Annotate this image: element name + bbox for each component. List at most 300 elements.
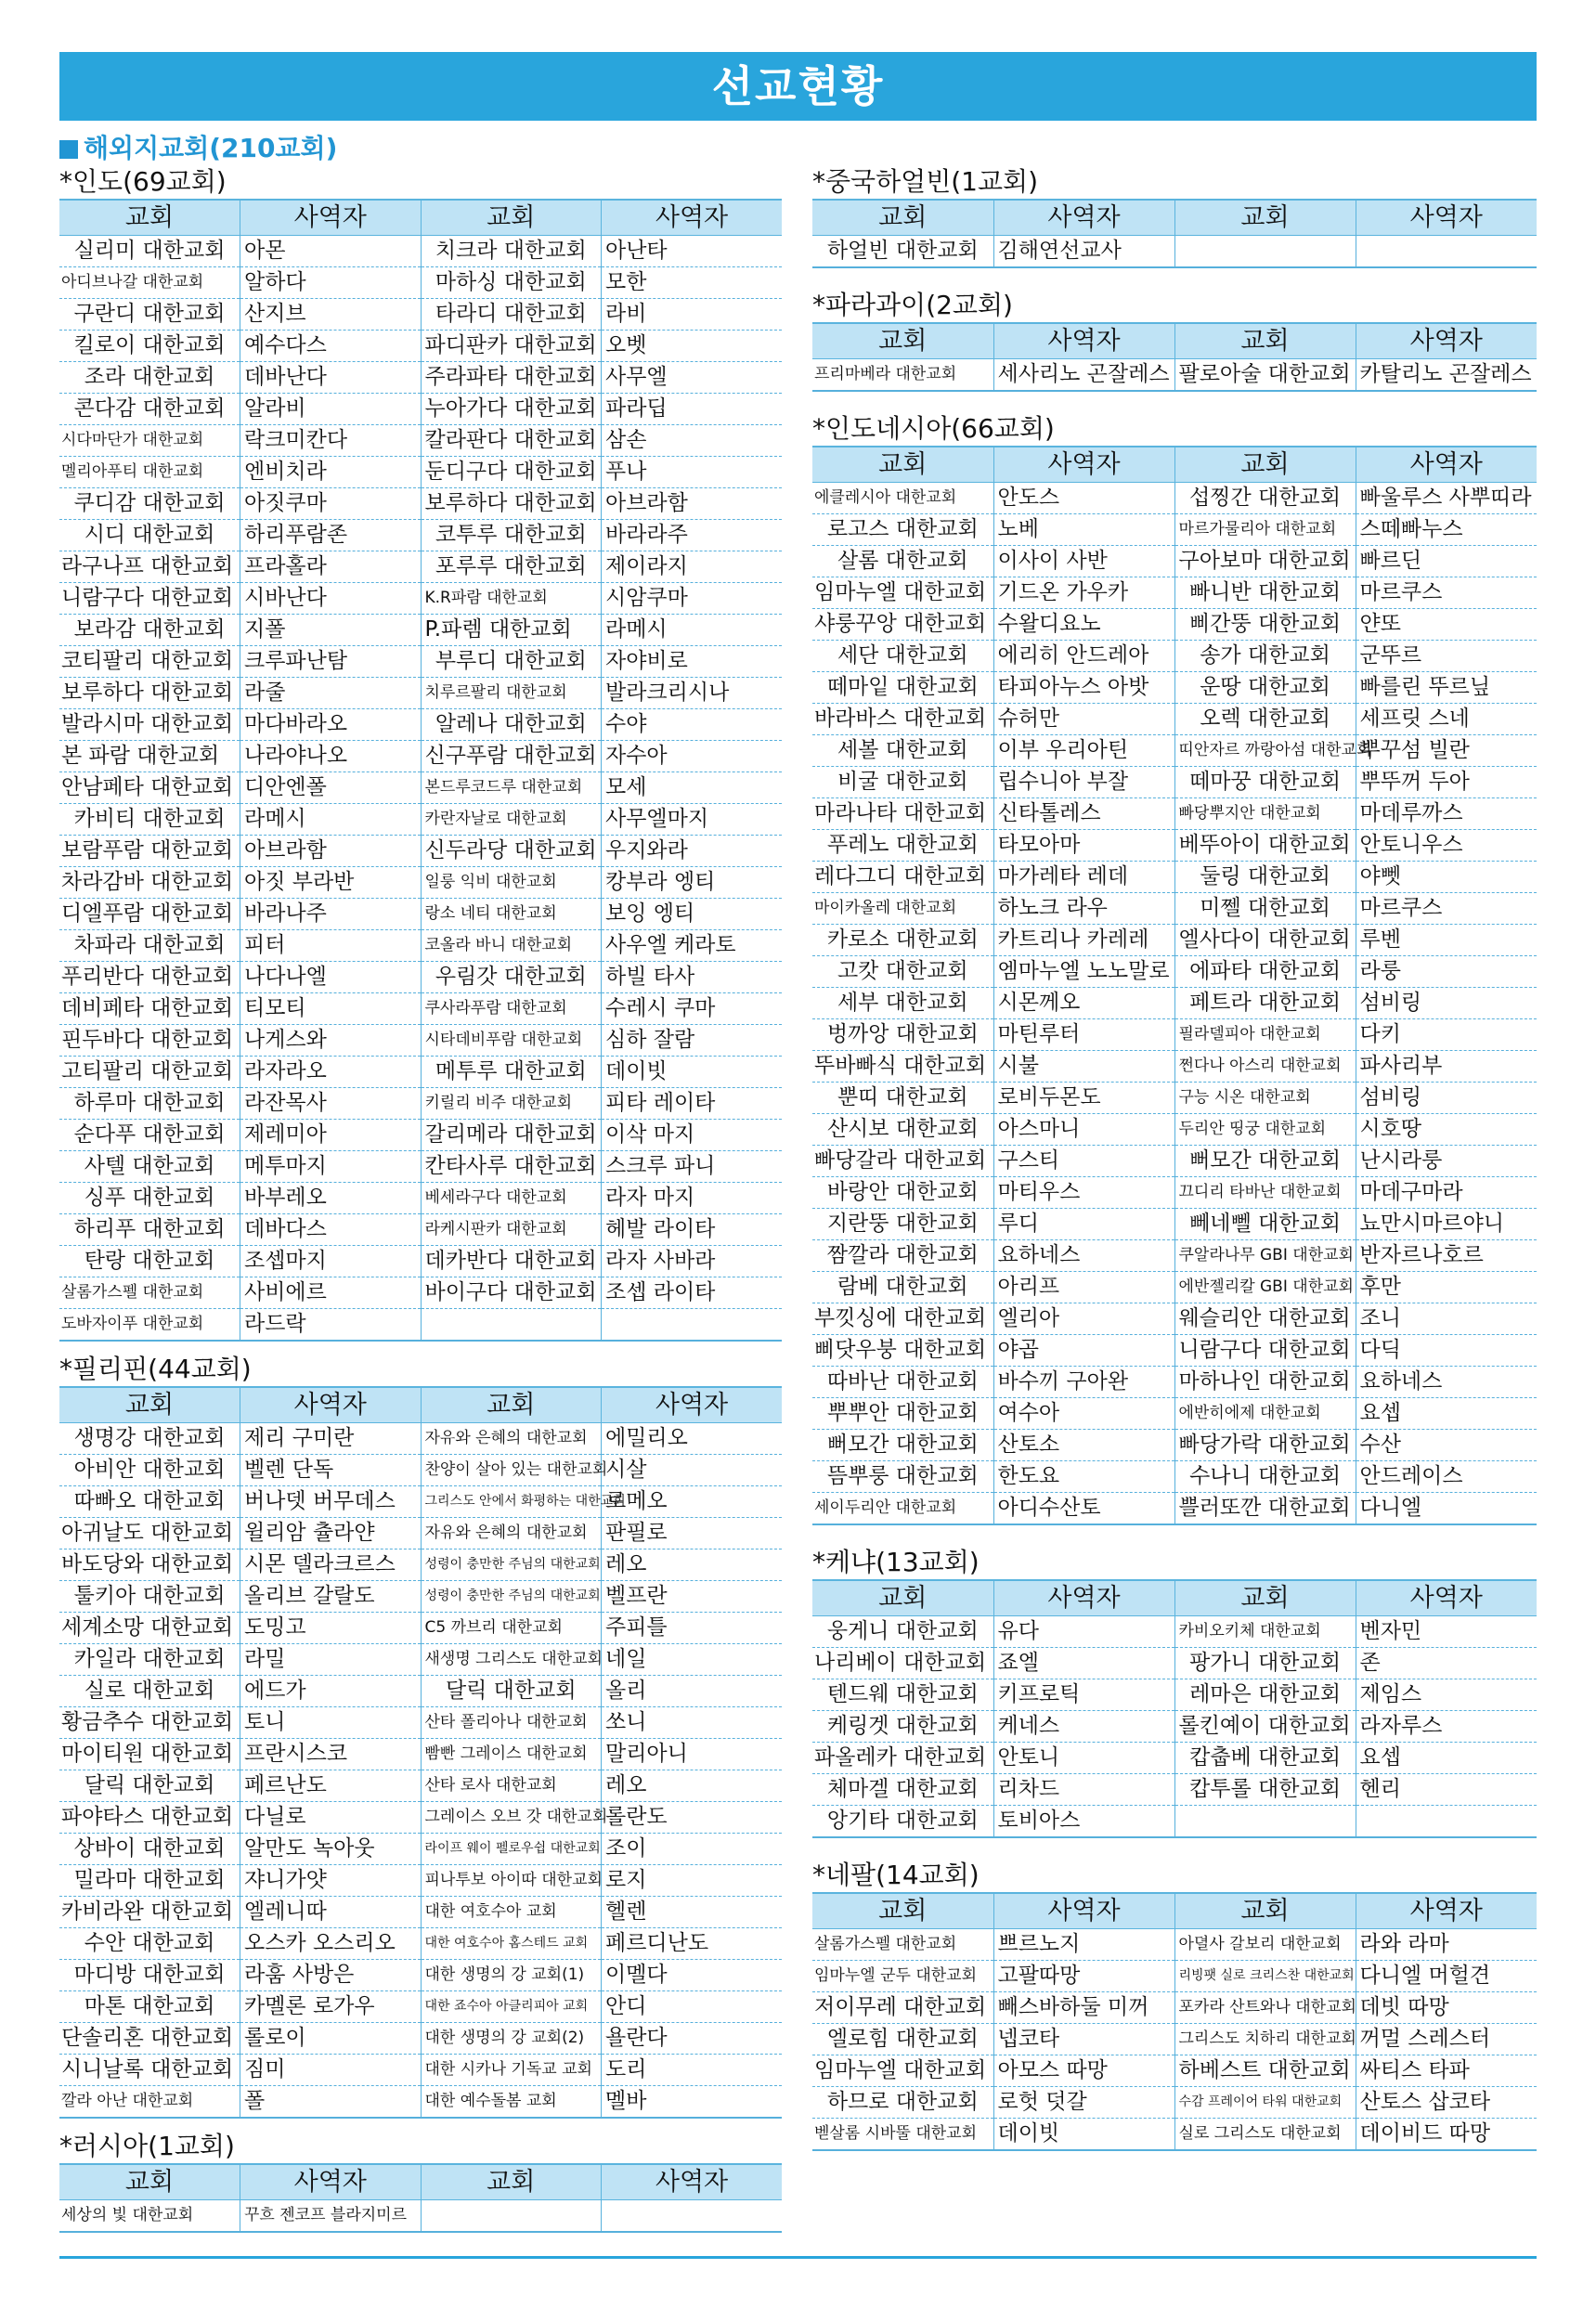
column-header: 교회 (421, 2164, 602, 2200)
church-cell: 엘사다이 대한교회 (1174, 925, 1356, 956)
right-column (812, 132, 1537, 2162)
church-cell: 마하싱 대한교회 (421, 267, 602, 299)
church-cell: 사텔 대한교회 (59, 1151, 240, 1183)
column-header: 사역자 (240, 1387, 422, 1423)
church-cell: 누아가다 대한교회 (421, 394, 602, 425)
church-cell: 빠당갈라 대한교회 (812, 1146, 993, 1177)
church-cell: 상바이 대한교회 (59, 1834, 240, 1865)
minister-cell: 라자 마지 (602, 1183, 783, 1214)
column-header: 교회 (812, 200, 993, 236)
church-cell: 성령이 충만한 주님의 대한교회 (421, 1549, 602, 1581)
minister-cell: 벤자민 (1356, 1616, 1537, 1648)
minister-cell: 벨렌 단독 (240, 1455, 422, 1486)
church-cell: 데카반다 대한교회 (421, 1246, 602, 1277)
minister-cell: 피타 레이타 (602, 1088, 783, 1120)
minister-cell: 싸티스 타파 (1356, 2055, 1537, 2087)
minister-cell: 리차드 (993, 1774, 1174, 1806)
minister-cell: 티모티 (240, 993, 422, 1025)
table-row (59, 1486, 782, 1518)
minister-cell: 스크루 파니 (602, 1151, 783, 1183)
church-cell: 보라감 대한교회 (59, 615, 240, 646)
church-cell: 대한 여호수아 교회 (421, 1897, 602, 1928)
church-cell: 보루하다 대한교회 (59, 678, 240, 709)
table-row (812, 514, 1537, 546)
table-row (59, 1676, 782, 1707)
minister-cell: 멜바 (602, 2086, 783, 2119)
minister-cell: 욜란다 (602, 2023, 783, 2055)
table-row (59, 1834, 782, 1865)
church-cell: 빠니반 대한교회 (1174, 577, 1356, 609)
minister-cell: 데빗 따망 (1356, 1992, 1537, 2024)
table-row (812, 359, 1537, 392)
church-cell: 오렉 대한교회 (1174, 704, 1356, 735)
minister-cell: 요하네스 (993, 1240, 1174, 1272)
table-row (59, 1613, 782, 1644)
column-header: 교회 (1174, 1580, 1356, 1616)
table-row (59, 520, 782, 551)
table-row (812, 1177, 1537, 1209)
church-cell: 발라시마 대한교회 (59, 709, 240, 741)
church-cell: 벧살롬 시바뚤 대한교회 (812, 2119, 993, 2151)
church-cell: 웅게니 대한교회 (812, 1616, 993, 1648)
church-cell: 데비페타 대한교회 (59, 993, 240, 1025)
column-header: 교회 (1174, 200, 1356, 236)
church-cell: 하리푸 대한교회 (59, 1214, 240, 1246)
church-cell: 빠당뿌지안 대한교회 (1174, 798, 1356, 830)
section-title: *인도(69교회) (59, 166, 227, 197)
minister-cell: 데이빗 (993, 2119, 1174, 2151)
table-row (59, 646, 782, 678)
minister-cell: 키프로틱 (993, 1679, 1174, 1711)
minister-cell: 레오 (602, 1549, 783, 1581)
church-cell: 둘링 대한교회 (1174, 862, 1356, 893)
church-cell: 라케시판카 대한교회 (421, 1214, 602, 1246)
church-cell: 본 파람 대한교회 (59, 741, 240, 772)
table-row (812, 1367, 1537, 1398)
church-cell: 마하나인 대한교회 (1174, 1367, 1356, 1398)
minister-cell: 죠엘 (993, 1648, 1174, 1679)
church-cell: 실로 그리스도 대한교회 (1174, 2119, 1356, 2151)
column-header: 사역자 (240, 200, 422, 236)
minister-cell: 에드가 (240, 1676, 422, 1707)
column-header: 교회 (59, 1387, 240, 1423)
church-cell: C5 까브리 대한교회 (421, 1613, 602, 1644)
table-row (59, 1423, 782, 1455)
minister-cell: 나게스와 (240, 1025, 422, 1057)
church-cell: 탄랑 대한교회 (59, 1246, 240, 1277)
table-row (59, 993, 782, 1025)
minister-cell: 시바난다 (240, 583, 422, 615)
church-cell: 미쩰 대한교회 (1174, 893, 1356, 925)
church-cell: 카비라완 대한교회 (59, 1897, 240, 1928)
table-row (812, 1398, 1537, 1430)
minister-cell (602, 1309, 783, 1342)
table-row (59, 1214, 782, 1246)
minister-cell: 시몬 델라크르스 (240, 1549, 422, 1581)
table-row (59, 1928, 782, 1960)
church-cell: 시니날록 대한교회 (59, 2055, 240, 2086)
table-row (59, 299, 782, 331)
church-cell: 쁠러또깐 대한교회 (1174, 1493, 1356, 1525)
minister-cell: 아짓 부라반 (240, 867, 422, 899)
minister-cell: 벨프란 (602, 1581, 783, 1613)
minister-cell: 로지 (602, 1865, 783, 1897)
church-cell: 대한 죠수아 아클리피아 교회 (421, 1991, 602, 2023)
column-header: 교회 (1174, 323, 1356, 359)
minister-cell: 다딕 (1356, 1335, 1537, 1367)
minister-cell: 예수다스 (240, 331, 422, 362)
minister-cell: 이사이 사반 (993, 546, 1174, 577)
table-row (812, 2119, 1537, 2151)
minister-cell: 아몬 (240, 236, 422, 267)
minister-cell: 바라라주 (602, 520, 783, 551)
table-row (59, 267, 782, 299)
church-cell: 고캇 대한교회 (812, 956, 993, 988)
column-header: 사역자 (602, 200, 783, 236)
church-cell: 그리스도 안에서 화평하는 대한교회 (421, 1486, 602, 1518)
minister-cell: 라비 (602, 299, 783, 331)
church-cell: 자유와 은혜의 대한교회 (421, 1423, 602, 1455)
church-cell: 일룽 익비 대한교회 (421, 867, 602, 899)
church-cell: 두리안 띵궁 대한교회 (1174, 1114, 1356, 1146)
minister-cell: 모세 (602, 772, 783, 804)
table-row (812, 1616, 1537, 1648)
church-cell: 칸타사루 대한교회 (421, 1151, 602, 1183)
minister-cell: 요하네스 (1356, 1367, 1537, 1398)
church-cell: 캅투롤 대한교회 (1174, 1774, 1356, 1806)
church-cell: 멜리아푸티 대한교회 (59, 457, 240, 488)
table-row (812, 1648, 1537, 1679)
church-cell: 알레나 대한교회 (421, 709, 602, 741)
minister-cell: 말리아니 (602, 1739, 783, 1770)
church-cell: 하므로 대한교회 (812, 2087, 993, 2119)
column-header: 사역자 (993, 1893, 1174, 1929)
minister-cell: 라메시 (240, 804, 422, 836)
church-cell: 산시보 대한교회 (812, 1114, 993, 1146)
church-cell: 뿐띠 대한교회 (812, 1083, 993, 1114)
column-header: 사역자 (993, 200, 1174, 236)
minister-cell: 빠르딘 (1356, 546, 1537, 577)
minister-cell: 마르쿠스 (1356, 893, 1537, 925)
minister-cell: 푸나 (602, 457, 783, 488)
minister-cell: 수왈디요노 (993, 609, 1174, 641)
church-cell: 황금추수 대한교회 (59, 1707, 240, 1739)
church-cell: 자유와 은혜의 대한교회 (421, 1518, 602, 1549)
minister-cell (602, 2200, 783, 2233)
minister-cell: 지폴 (240, 615, 422, 646)
church-table (812, 199, 1537, 268)
minister-cell: 에밀리오 (602, 1423, 783, 1455)
table-row (812, 1679, 1537, 1711)
table-row (59, 2055, 782, 2086)
church-cell: 보람푸람 대한교회 (59, 836, 240, 867)
minister-cell: 알라비 (240, 394, 422, 425)
table-row (812, 1961, 1537, 1992)
column-header: 사역자 (240, 2164, 422, 2200)
church-cell: 시타데비푸람 대한교회 (421, 1025, 602, 1057)
minister-cell: 유다 (993, 1616, 1174, 1648)
table-row (812, 798, 1537, 830)
church-cell: 깔라 아난 대한교회 (59, 2086, 240, 2119)
church-cell: 하베스트 대한교회 (1174, 2055, 1356, 2087)
minister-cell: 빠울루스 사뿌띠라 (1356, 483, 1537, 514)
minister-cell: 오스카 오스리오 (240, 1928, 422, 1960)
minister-cell: 꺼멀 스레스터 (1356, 2024, 1537, 2055)
table-row (59, 678, 782, 709)
church-cell: 뚜바빠식 대한교회 (812, 1051, 993, 1083)
table-row (812, 1051, 1537, 1083)
table-row (59, 1518, 782, 1549)
minister-cell: 세프릿 스네 (1356, 704, 1537, 735)
minister-cell: 메투마지 (240, 1151, 422, 1183)
column-header: 교회 (812, 447, 993, 483)
minister-cell: 버나뎃 버무데스 (240, 1486, 422, 1518)
church-cell: 니람구다 대한교회 (59, 583, 240, 615)
church-cell (1174, 1806, 1356, 1838)
church-cell: 빠당가락 대한교회 (1174, 1430, 1356, 1461)
table-row (59, 551, 782, 583)
church-cell: 레마은 대한교회 (1174, 1679, 1356, 1711)
table-row (812, 1335, 1537, 1367)
table-row (812, 1303, 1537, 1335)
minister-cell: 존 (1356, 1648, 1537, 1679)
country-section (812, 165, 1537, 268)
minister-cell: 산토소 (993, 1430, 1174, 1461)
minister-cell: 아짓쿠마 (240, 488, 422, 520)
church-cell: 팡가니 대한교회 (1174, 1648, 1356, 1679)
minister-cell: 제이라지 (602, 551, 783, 583)
square-icon (59, 140, 78, 159)
minister-cell: 프란시스코 (240, 1739, 422, 1770)
column-header: 사역자 (602, 2164, 783, 2200)
church-cell: 차라감바 대한교회 (59, 867, 240, 899)
church-table (59, 199, 782, 1342)
table-row (812, 483, 1537, 514)
minister-cell: 롤란도 (602, 1802, 783, 1834)
minister-cell: 다니엘 (1356, 1493, 1537, 1525)
minister-cell: 헤발 라이타 (602, 1214, 783, 1246)
table-row (59, 1739, 782, 1770)
church-cell: 칼라판다 대한교회 (421, 425, 602, 457)
minister-cell: 페르디난도 (602, 1928, 783, 1960)
table-row (59, 583, 782, 615)
minister-cell: 레오 (602, 1770, 783, 1802)
minister-cell: 구스티 (993, 1146, 1174, 1177)
table-row (812, 1430, 1537, 1461)
table-row (59, 709, 782, 741)
church-cell: 보루하다 대한교회 (421, 488, 602, 520)
minister-cell: 뇨만시마르야니 (1356, 1209, 1537, 1240)
minister-cell: 라메시 (602, 615, 783, 646)
church-table (812, 322, 1537, 392)
minister-cell: 카멜론 로가우 (240, 1991, 422, 2023)
church-cell: 쿠알라나무 GBI 대한교회 (1174, 1240, 1356, 1272)
church-cell: 순다푸 대한교회 (59, 1120, 240, 1151)
church-cell: 빰빤 그레이스 대한교회 (421, 1739, 602, 1770)
church-cell: 그리스도 치하리 대한교회 (1174, 2024, 1356, 2055)
church-cell: 뜸뿌룽 대한교회 (812, 1461, 993, 1493)
table-row (812, 1114, 1537, 1146)
minister-cell: 파라딥 (602, 394, 783, 425)
church-cell: 파야타스 대한교회 (59, 1802, 240, 1834)
church-cell: 메투루 대한교회 (421, 1057, 602, 1088)
minister-cell: 쟈니가얏 (240, 1865, 422, 1897)
minister-cell: 립수니아 부잘 (993, 767, 1174, 798)
church-cell: 치크라 대한교회 (421, 236, 602, 267)
minister-cell: 시살 (602, 1455, 783, 1486)
minister-cell: 네일 (602, 1644, 783, 1676)
church-cell: 대한 예수돌봄 교회 (421, 2086, 602, 2119)
minister-cell: 아브라함 (602, 488, 783, 520)
church-cell (421, 2200, 602, 2233)
church-cell: 앙기타 대한교회 (812, 1806, 993, 1838)
church-cell: 에반히에제 대한교회 (1174, 1398, 1356, 1430)
church-cell: 산타 폴리아나 대한교회 (421, 1707, 602, 1739)
church-cell: 레다그디 대한교회 (812, 862, 993, 893)
minister-cell: 마데구마라 (1356, 1177, 1537, 1209)
main-heading: 해외지교회(210교회) (59, 132, 782, 165)
table-row (812, 767, 1537, 798)
minister-cell: 아스마니 (993, 1114, 1174, 1146)
minister-cell: 야뻿 (1356, 862, 1537, 893)
minister-cell: 조셉 라이타 (602, 1277, 783, 1309)
table-row (812, 1272, 1537, 1303)
minister-cell: 알만도 녹아웃 (240, 1834, 422, 1865)
minister-cell: 이삭 마지 (602, 1120, 783, 1151)
church-cell: 로고스 대한교회 (812, 514, 993, 546)
table-row (812, 577, 1537, 609)
church-cell: 운땅 대한교회 (1174, 672, 1356, 704)
page-title: 선교현황 (59, 52, 1537, 121)
minister-cell: 올리브 갈랄도 (240, 1581, 422, 1613)
minister-cell: 라와 라마 (1356, 1929, 1537, 1961)
church-cell: 실리미 대한교회 (59, 236, 240, 267)
table-row (59, 1960, 782, 1991)
table-row (812, 1929, 1537, 1961)
minister-cell: 사우엘 케라토 (602, 930, 783, 962)
country-section (59, 1353, 782, 2119)
church-cell: 수안 대한교회 (59, 1928, 240, 1960)
church-table (812, 1579, 1537, 1838)
church-cell: K.R파람 대한교회 (421, 583, 602, 615)
church-cell: 단솔리혼 대한교회 (59, 2023, 240, 2055)
minister-cell: 발라크리시나 (602, 678, 783, 709)
table-row (59, 1549, 782, 1581)
minister-cell: 뿌꾸섬 빌란 (1356, 735, 1537, 767)
minister-cell: 파사리부 (1356, 1051, 1537, 1083)
minister-cell: 아난타 (602, 236, 783, 267)
table-row (59, 1309, 782, 1342)
church-cell: 타라디 대한교회 (421, 299, 602, 331)
table-row (812, 1743, 1537, 1774)
minister-cell: 오벳 (602, 331, 783, 362)
table-row (59, 741, 782, 772)
minister-cell: 수야 (602, 709, 783, 741)
church-cell: 아귀날도 대한교회 (59, 1518, 240, 1549)
church-cell: 바도당와 대한교회 (59, 1549, 240, 1581)
church-cell: 피나투보 아이따 대한교회 (421, 1865, 602, 1897)
church-cell: 쿠사라푸람 대한교회 (421, 993, 602, 1025)
church-cell: 삐닷우붕 대한교회 (812, 1335, 993, 1367)
table-row (59, 2086, 782, 2119)
column-header: 교회 (59, 2164, 240, 2200)
minister-cell: 마르쿠스 (1356, 577, 1537, 609)
table-row (812, 1146, 1537, 1177)
right-sections (812, 165, 1537, 2151)
minister-cell: 마티우스 (993, 1177, 1174, 1209)
table-row (812, 1806, 1537, 1838)
church-cell: 포루루 대한교회 (421, 551, 602, 583)
minister-cell: 바부레오 (240, 1183, 422, 1214)
church-cell: 대한 여호수아 홈스테드 교회 (421, 1928, 602, 1960)
minister-cell: 데이빗 (602, 1057, 783, 1088)
minister-cell: 짐미 (240, 2055, 422, 2086)
church-cell: 뻬네뻴 대한교회 (1174, 1209, 1356, 1240)
church-cell: 에반젤리칼 GBI 대한교회 (1174, 1272, 1356, 1303)
church-cell: 코티팔리 대한교회 (59, 646, 240, 678)
church-cell: 실로 대한교회 (59, 1676, 240, 1707)
church-cell: 달릭 대한교회 (421, 1676, 602, 1707)
minister-cell: 윌리암 츌라얀 (240, 1518, 422, 1549)
church-cell: 둔디구다 대한교회 (421, 457, 602, 488)
column-header: 사역자 (1356, 323, 1537, 359)
minister-cell: 라잔목사 (240, 1088, 422, 1120)
church-cell: 하루마 대한교회 (59, 1088, 240, 1120)
column-header: 사역자 (993, 1580, 1174, 1616)
minister-cell: 뿌뚜꺼 두아 (1356, 767, 1537, 798)
table-row (812, 546, 1537, 577)
table-row (59, 1644, 782, 1676)
church-cell: 코투루 대한교회 (421, 520, 602, 551)
church-cell: 조라 대한교회 (59, 362, 240, 394)
church-cell: 뻐모간 대한교회 (1174, 1146, 1356, 1177)
church-cell: 에클레시아 대한교회 (812, 483, 993, 514)
minister-cell: 후만 (1356, 1272, 1537, 1303)
church-cell: 우림갓 대한교회 (421, 962, 602, 993)
minister-cell: 얀또 (1356, 609, 1537, 641)
table-row (59, 836, 782, 867)
church-cell: 페트라 대한교회 (1174, 988, 1356, 1019)
table-row (812, 2087, 1537, 2119)
table-row (59, 2200, 782, 2233)
minister-cell: 라밀 (240, 1644, 422, 1676)
minister-cell: 엔비치라 (240, 457, 422, 488)
minister-cell: 라훔 사방은 (240, 1960, 422, 1991)
church-cell: 세볼 대한교회 (812, 735, 993, 767)
church-cell: 고티팔리 대한교회 (59, 1057, 240, 1088)
minister-cell: 조니 (1356, 1303, 1537, 1335)
church-cell: 지란뚱 대한교회 (812, 1209, 993, 1240)
church-cell: 그레이스 오브 갓 대한교회 (421, 1802, 602, 1834)
minister-cell: 에리히 안드레아 (993, 641, 1174, 672)
minister-cell: 요셉 (1356, 1398, 1537, 1430)
church-cell: 싱푸 대한교회 (59, 1183, 240, 1214)
church-cell: 아비안 대한교회 (59, 1455, 240, 1486)
minister-cell: 산토스 삽코타 (1356, 2087, 1537, 2119)
church-cell: 마톤 대한교회 (59, 1991, 240, 2023)
minister-cell: 라드락 (240, 1309, 422, 1342)
table-row (59, 1151, 782, 1183)
minister-cell: 타모아마 (993, 830, 1174, 862)
table-row (812, 1209, 1537, 1240)
table-row (812, 236, 1537, 268)
minister-cell: 넵코타 (993, 2024, 1174, 2055)
church-cell: P.파렘 대한교회 (421, 615, 602, 646)
church-cell: 코올라 바니 대한교회 (421, 930, 602, 962)
table-row (812, 988, 1537, 1019)
table-row (812, 1019, 1537, 1051)
minister-cell: 타피아누스 아밧 (993, 672, 1174, 704)
